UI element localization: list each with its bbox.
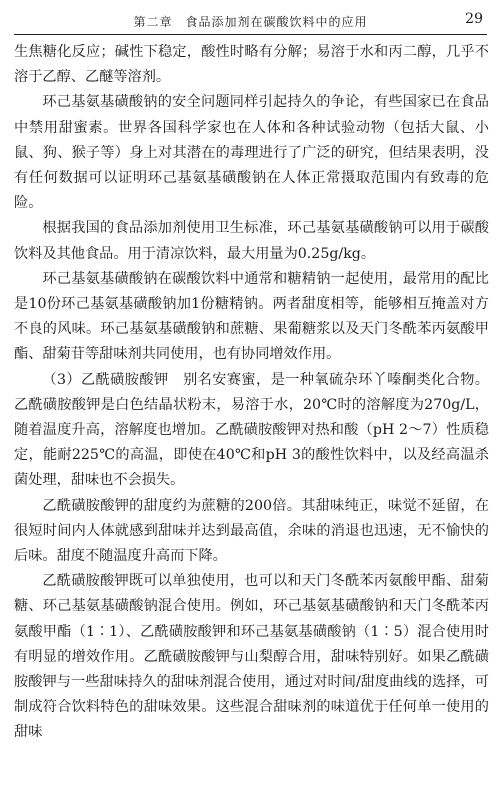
paragraph-sweetness: 乙酰磺胺酸钾的甜度约为蔗糖的200倍。其甜味纯正，味觉不延留，在很短时间内人体就感到甜味并达到最高值，余味的消退也迅速，无不愉快的后味。甜度不随温度升高而下降。	[14, 497, 489, 565]
paragraph-combination: 环己基氨基磺酸钠在碳酸饮料中通常和糖精钠一起使用，最常用的配比是10份环己基氨基磺酸钠加1份糖精钠。两者甜度相等，能够相互掩盖对方不良的风味。环己基氨基磺酸钠和蔗糖、果葡糖浆以及天门冬酰苯丙氨酸甲酯、甜菊苷等甜味剂共同使用，也有协同增效作用。	[14, 270, 489, 363]
paragraph-standard: 根据我国的食品添加剂使用卫生标准，环己基氨基磺酸钠可以用于碳酸饮料及其他食品。用于清凉饮料，最大用量为0.25g/kg。	[14, 220, 489, 262]
chapter-title: 第二章 食品添加剂在碳酸饮料中的应用	[133, 15, 368, 29]
paragraph-safety: 环己基氨基磺酸钠的安全问题同样引起持久的争论，有些国家已在食品中禁用甜蜜素。世界各国科学家也在人体和各种试验动物（包括大鼠、小鼠、狗、猴子等）身上对其潜在的毒理进行了广泛的研究，但结果表明，没有任何数据可以证明环己基氨基磺酸钠在人体正常摄取范围内有致毒的危险。	[14, 94, 489, 212]
page-number: 29	[465, 11, 483, 27]
paragraph-blending: 乙酰磺胺酸钾既可以单独使用，也可以和天门冬酰苯丙氨酸甲酯、甜菊糖、环己基氨基磺酸钠混合使用。例如，环己基氨基磺酸钠和天门冬酰苯丙氨酸甲酯（1∶1）、乙酰磺胺酸钾和环己基氨基磺酸钠（1∶5）混合使用时有明显的增效作用。乙酰磺胺酸钾与山梨醇合用，甜味特别好。如果乙酰磺胺酸钾与一些甜味持久的甜味剂混合使用，通过对时间/甜度曲线的选择，可制成符合饮料特色的甜味效果。这些混合甜味剂的味道优于任何单一使用的甜味	[14, 573, 489, 741]
paragraph-continuation: 生焦糖化反应；碱性下稳定，酸性时略有分解；易溶于水和丙二醇，几乎不溶于乙醇、乙醚等溶剂。	[14, 44, 489, 86]
paragraph-acesulfame-intro: （3）乙酰磺胺酸钾 别名安赛蜜，是一种氧硫杂环丫嗪酮类化合物。乙酰磺胺酸钾是白色结晶状粉末，易溶于水，20℃时的溶解度为270g/L，随着温度升高，溶解度也增加。乙酰磺胺酸钾对热和酸（pH 2～7）性质稳定，能耐225℃的高温，即使在40℃和pH 3的酸性饮料中，以及经高温杀菌处理，甜味也不会损失。	[14, 371, 489, 489]
body-text	[14, 40, 489, 746]
running-header	[14, 6, 487, 35]
